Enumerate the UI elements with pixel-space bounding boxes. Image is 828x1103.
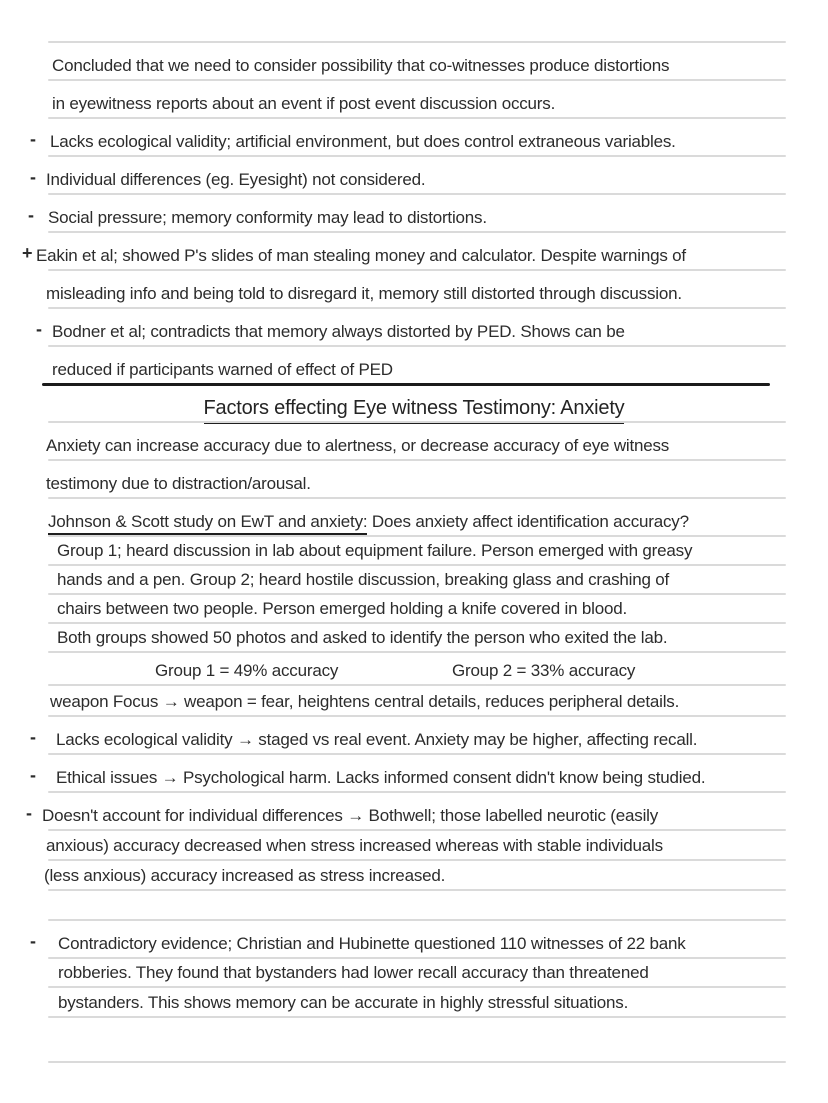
text-segment: Group 1; heard discussion in lab about equipment failure. Person emerged with greasy <box>57 541 693 560</box>
text-segment: Does anxiety affect identification accuracy? <box>367 512 689 531</box>
text-segment: Anxiety can increase accuracy due to alertness, or decrease accuracy of eye witness <box>46 436 670 455</box>
text-segment: Bodner et al; contradicts that memory always distorted by PED. Shows can be <box>52 322 625 341</box>
para-johnson-scott-1 <box>0 537 828 566</box>
text-segment: in eyewitness reports about an event if post event discussion occurs. <box>52 94 556 113</box>
note-line-text <box>57 628 667 648</box>
text-segment: Individual differences (eg. Eyesight) not considered. <box>46 170 426 189</box>
dash-marker: - <box>26 803 32 823</box>
dash-marker: - <box>30 765 36 785</box>
blank-bottom-1 <box>0 1018 828 1063</box>
text-segment: Contradictory evidence; Christian and Hubinette questioned 110 witnesses of 22 bank <box>58 934 686 953</box>
bullet-bothwell-3 <box>0 861 828 891</box>
dash-marker: - <box>30 931 36 951</box>
note-line-text <box>57 599 627 619</box>
note-line-text <box>50 132 676 152</box>
dash-marker: - <box>36 319 42 339</box>
bullet-christian-hubinette-3 <box>0 988 828 1018</box>
note-line-text <box>46 170 425 190</box>
bullet-individual-differences <box>0 157 828 195</box>
text-segment: reduced if participants warned of effect of PED <box>52 360 393 379</box>
bullet-bothwell-1 <box>0 793 828 831</box>
text-segment: weapon Focus → weapon = fear, heightens central details, reduces peripheral details. <box>50 692 680 711</box>
dash-marker: - <box>30 129 36 149</box>
para-anxiety-2 <box>0 461 828 499</box>
text-segment: Both groups showed 50 photos and asked to identify the person who exited the lab. <box>57 628 668 647</box>
dash-marker: - <box>30 727 36 747</box>
bullet-eakin-2 <box>0 271 828 309</box>
note-line-text <box>56 768 705 788</box>
bullet-ethical-issues <box>0 755 828 793</box>
bullet-bodner-1 <box>0 309 828 347</box>
note-line-text <box>52 322 625 342</box>
blank-mid <box>0 891 828 921</box>
note-line-text <box>56 730 697 750</box>
text-segment: Lacks ecological validity → staged vs real event. Anxiety may be higher, affecting recall. <box>56 730 698 749</box>
para-johnson-scott-2 <box>0 566 828 595</box>
note-line-text <box>46 436 669 456</box>
note-line-text <box>58 993 628 1013</box>
bullet-bothwell-2 <box>0 831 828 861</box>
text-segment: Concluded that we need to consider possibility that co-witnesses produce distortions <box>52 56 670 75</box>
underlined-text-segment: Johnson & Scott study on EwT and anxiety: <box>48 512 367 535</box>
note-line-text <box>48 208 487 228</box>
text-segment: Ethical issues → Psychological harm. Lacks informed consent didn't know being studied. <box>56 768 706 787</box>
note-line-text <box>52 94 555 114</box>
bullet-eakin-1 <box>0 233 828 271</box>
result-column: Group 2 = 33% accuracy <box>452 661 636 680</box>
text-segment: Doesn't account for individual differences → Bothwell; those labelled neurotic (easily <box>42 806 659 825</box>
results-accuracy <box>0 653 828 686</box>
note-line-text <box>46 836 663 856</box>
note-line-text <box>42 806 658 826</box>
note-line-text <box>46 284 682 304</box>
note-line-text <box>50 692 679 712</box>
text-segment: chairs between two people. Person emerged holding a knife covered in blood. <box>57 599 627 618</box>
section-heading-text <box>0 397 828 420</box>
note-line-text <box>57 541 692 561</box>
text-segment: Social pressure; memory conformity may lead to distortions. <box>48 208 487 227</box>
bullet-christian-hubinette-2 <box>0 959 828 988</box>
note-line-text <box>44 866 445 886</box>
note-line-text <box>52 56 669 76</box>
section-heading <box>0 385 828 423</box>
text-segment: misleading info and being told to disregard it, memory still distorted through discussion. <box>46 284 682 303</box>
heading-segment: Factors effecting Eye witness Testimony: Anxiety <box>204 397 625 424</box>
bullet-christian-hubinette-1 <box>0 921 828 959</box>
para-concluded-2 <box>0 81 828 119</box>
text-segment: hands and a pen. Group 2; heard hostile discussion, breaking glass and crashing of <box>57 570 670 589</box>
para-johnson-scott-title <box>0 499 828 537</box>
blank-top <box>0 0 828 43</box>
bullet-social-pressure <box>0 195 828 233</box>
text-segment: (less anxious) accuracy increased as stress increased. <box>44 866 446 885</box>
text-segment: testimony due to distraction/arousal. <box>46 474 311 493</box>
note-line-text <box>48 512 689 532</box>
plus-marker: + <box>22 243 33 263</box>
weapon-focus <box>0 686 828 717</box>
result-column: Group 1 = 49% accuracy <box>155 661 339 680</box>
para-concluded-1 <box>0 43 828 81</box>
bullet-ecological-validity <box>0 119 828 157</box>
para-johnson-scott-4 <box>0 624 828 653</box>
text-segment: robberies. They found that bystanders had lower recall accuracy than threatened <box>58 963 649 982</box>
note-line-text <box>58 963 649 983</box>
text-segment: Eakin et al; showed P's slides of man stealing money and calculator. Despite warnings of <box>36 246 686 265</box>
text-segment: anxious) accuracy decreased when stress increased whereas with stable individuals <box>46 836 663 855</box>
para-anxiety-1 <box>0 423 828 461</box>
dash-marker: - <box>28 205 34 225</box>
note-line-text <box>46 474 311 494</box>
note-line-text <box>36 246 686 266</box>
para-johnson-scott-3 <box>0 595 828 624</box>
bullet-eco-validity-anxiety <box>0 717 828 755</box>
note-line-text <box>52 360 393 380</box>
blank-bottom-2 <box>0 1063 828 1103</box>
text-segment: Lacks ecological validity; artificial environment, but does control extraneous variables. <box>50 132 676 151</box>
dash-marker: - <box>30 167 36 187</box>
note-line-text <box>57 570 669 590</box>
text-segment: bystanders. This shows memory can be accurate in highly stressful situations. <box>58 993 629 1012</box>
note-line-text <box>58 934 686 954</box>
bullet-bodner-2 <box>0 347 828 385</box>
